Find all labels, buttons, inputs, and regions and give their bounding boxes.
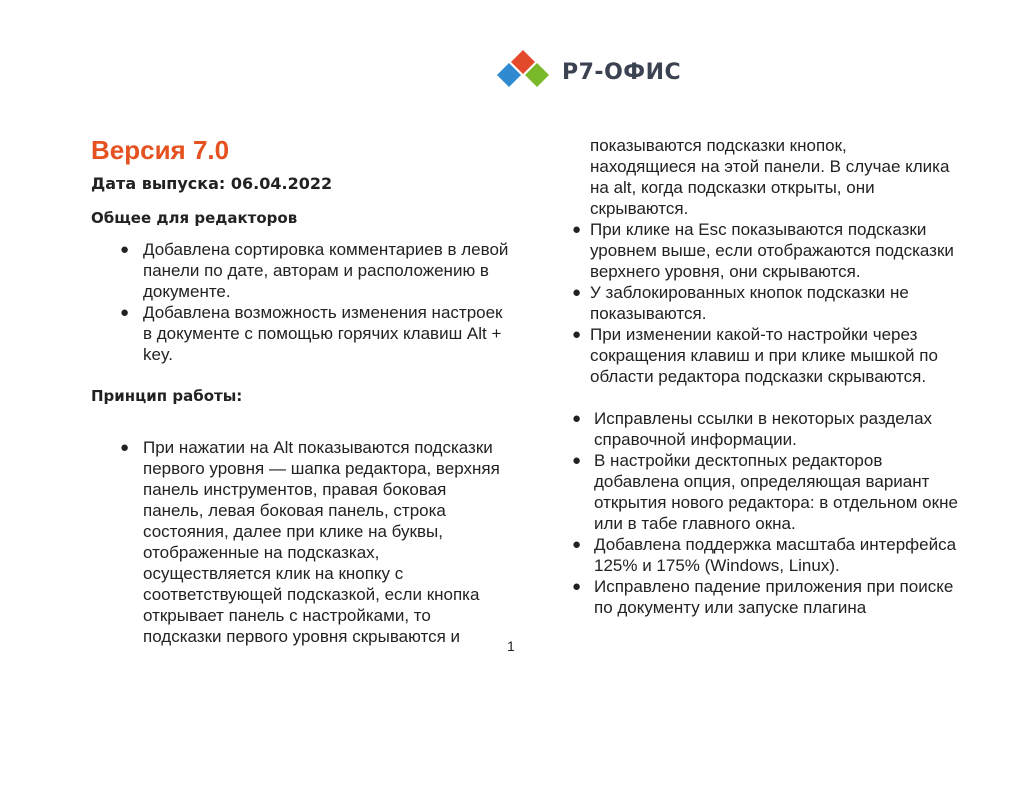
right-column <box>570 135 970 618</box>
version-title: Версия 7.0 <box>91 135 230 165</box>
bullet-icon: ● <box>572 284 582 301</box>
bullet-icon: ● <box>572 452 582 469</box>
logo <box>494 44 682 104</box>
principle-list <box>120 437 511 647</box>
bullet-icon: ● <box>572 410 582 427</box>
continuation-text: показываются подсказки кнопок, находящиеся на этой панели. В случае клика на alt, когда подсказки открыты, они скрываются. <box>590 136 950 218</box>
bullet-icon: ● <box>120 304 130 321</box>
fixes-list <box>572 408 970 618</box>
list-item-text: Исправлено падение приложения при поиске по документу или запуске плагина <box>594 577 954 617</box>
general-list <box>120 239 511 365</box>
release-date: Дата выпуска: 06.04.2022 <box>91 174 333 193</box>
left-column <box>91 134 511 647</box>
list-item-text: В настройки десктопных редакторов добавлена опция, определяющая вариант открытия нового редактора: в отдельном окне или в табе главного окна. <box>594 451 958 533</box>
list-item <box>120 302 511 365</box>
list-item <box>572 324 970 387</box>
section-heading-general: Общее для редакторов <box>91 209 298 227</box>
bullet-icon: ● <box>572 578 582 595</box>
list-item-text: Добавлена поддержка масштаба интерфейса 125% и 175% (Windows, Linux). <box>594 535 957 575</box>
list-item <box>120 239 511 302</box>
list-item <box>572 576 970 618</box>
list-item <box>572 282 970 324</box>
list-item <box>572 534 970 576</box>
list-item <box>120 437 511 647</box>
list-item <box>572 219 970 282</box>
section-heading-principle: Принцип работы: <box>91 387 243 405</box>
list-item-text: При изменении какой-то настройки через сокращения клавиш и при клике мышкой по области редактора подсказки скрываются. <box>590 325 938 386</box>
list-item <box>572 450 970 534</box>
list-item-text: Добавлена возможность изменения настроек в документе с помощью горячих клавиш Alt + key. <box>143 303 503 364</box>
list-item-text: При нажатии на Alt показываются подсказки первого уровня — шапка редактора, верхняя панель инструментов, правая боковая панель, левая боковая панель, строка состояния, далее при клике на буквы, отображенные на подсказках, осуществляется клик на кнопку с соответствующей подсказкой, если кнопка открывает панель с настройками, то подсказки первого уровня скрываются и <box>143 438 500 646</box>
list-item-text: У заблокированных кнопок подсказки не показываются. <box>590 283 909 323</box>
bullet-icon: ● <box>572 221 582 238</box>
page-number: 1 <box>507 638 515 654</box>
bullet-icon: ● <box>120 241 130 258</box>
logo-mark-icon <box>494 48 558 100</box>
list-item-text: Добавлена сортировка комментариев в левой панели по дате, авторам и расположению в документе. <box>143 240 509 301</box>
bullet-icon: ● <box>572 536 582 553</box>
hint-behavior-list <box>572 219 970 387</box>
bullet-icon: ● <box>120 439 130 456</box>
list-item-text: Исправлены ссылки в некоторых разделах справочной информации. <box>594 409 933 449</box>
bullet-icon: ● <box>572 326 582 343</box>
logo-text: Р7-ОФИС <box>562 60 682 85</box>
list-item <box>572 408 970 450</box>
list-item-text: При клике на Esc показываются подсказки уровнем выше, если отображаются подсказки верхнего уровня, они скрываются. <box>590 220 954 281</box>
